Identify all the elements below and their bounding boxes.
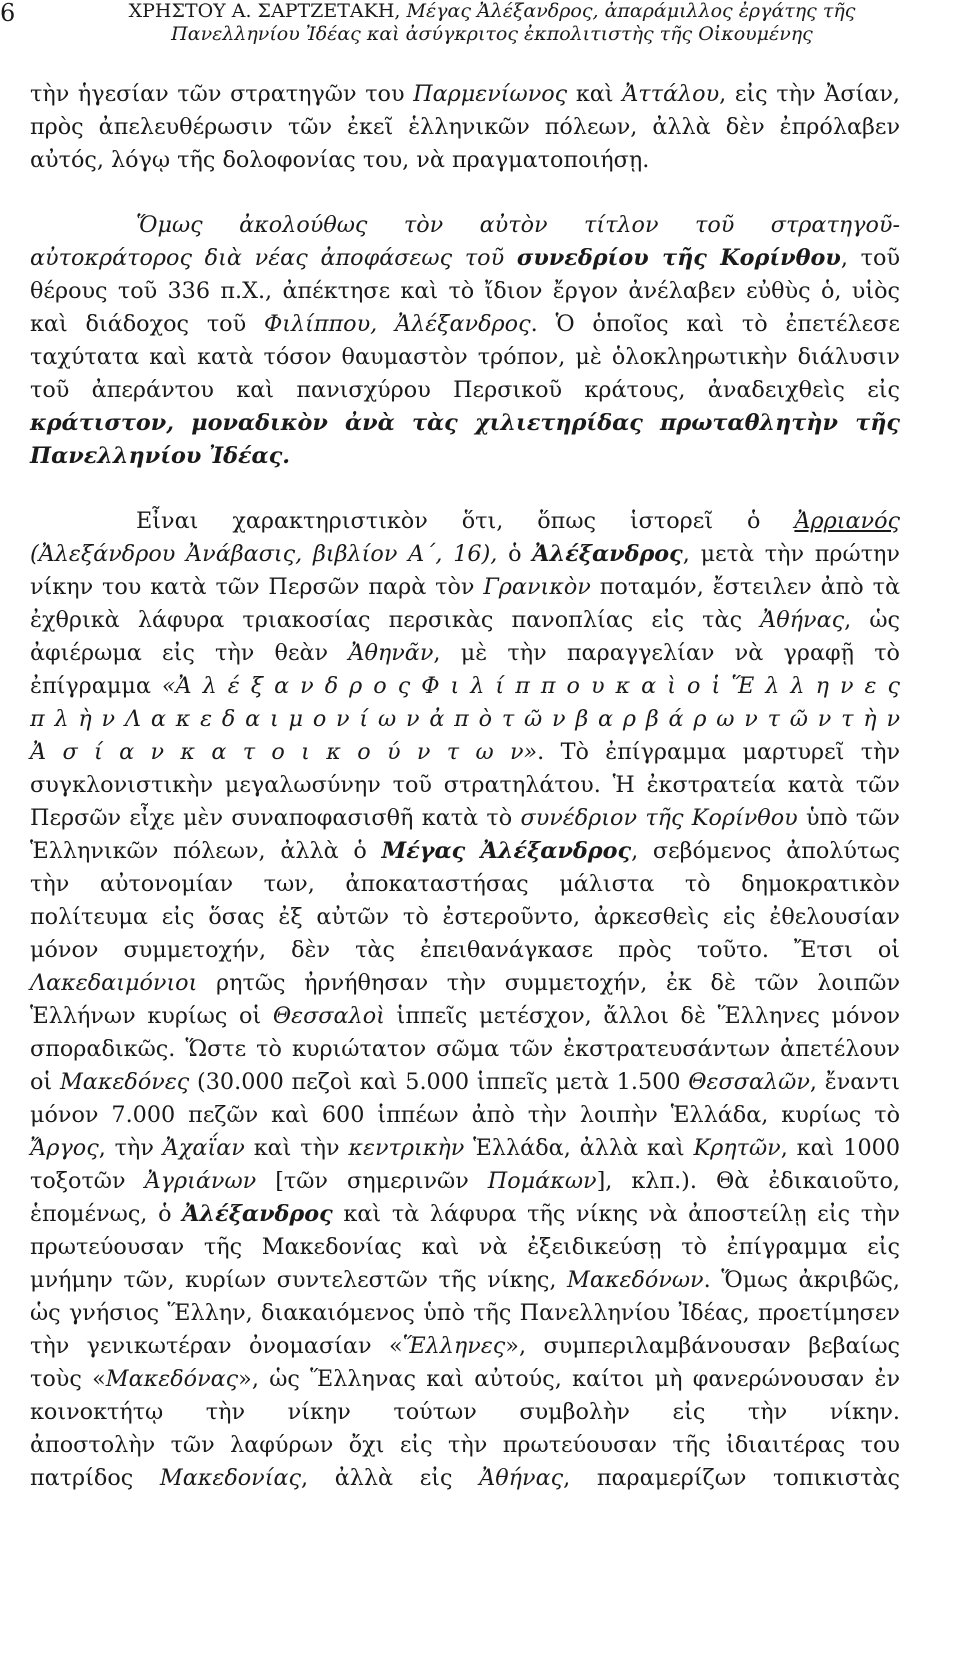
text-line: κράτιστον, μοναδικὸν ἀνὰ τὰς χιλιετηρίδας πρωταθλητὴν τῆς xyxy=(30,410,900,436)
book-title-part-2: Πανελληνίου Ἰδέας καὶ ἀσύγκριτος ἐκπολιτιστὴς τῆς Οἰκουμένης xyxy=(171,23,813,45)
text-line: τοῦ ἀπεράντου καὶ πανισχύρου Περσικοῦ κράτους, ἀναδειχθεὶς εἰς xyxy=(30,377,900,403)
text-line: πατρίδος Μακεδονίας, ἀλλὰ εἰς Ἀθήνας, παραμερίζων τοπικιστὰς xyxy=(30,1465,900,1491)
text-line: ἀποστολὴν τῶν λαφύρων ὄχι εἰς τὴν πρωτεύουσαν τῆς ἰδιαιτέρας του xyxy=(30,1432,900,1458)
text-line: Περσῶν εἶχε μὲν συναποφασισθῆ κατὰ τὸ συνέδριον τῆς Κορίνθου ὑπὸ τῶν xyxy=(30,805,900,831)
text-line: τοξοτῶν Ἀγριάνων [τῶν σημερινῶν Πομάκων], κλπ.). Θὰ ἐδικαιοῦτο, xyxy=(30,1168,901,1194)
text-line: ἐπίγραμμα «Ἀ λ έ ξ α ν δ ρ ο ς Φ ι λ ί π π ο υ κ α ὶ ο ἱ Ἕ λ λ η ν ε ς xyxy=(30,673,900,699)
text-line: σποραδικῶς. Ὥστε τὸ κυριώτατον σῶμα τῶν ἐκστρατευσάντων ἀπετέλουν xyxy=(30,1036,900,1062)
text-line: ἐχθρικὰ λάφυρα τριακοσίας περσικὰς πανοπλίας εἰς τὰς Ἀθήνας, ὡς xyxy=(30,607,900,633)
text-line: οἱ Μακεδόνες (30.000 πεζοὶ καὶ 5.000 ἱππεῖς μετὰ 1.500 Θεσσαλῶν, ἔναντι xyxy=(30,1069,900,1095)
arrian-link-text: Ἀρριανός xyxy=(794,508,900,534)
text-line: π λ ὴ ν Λ α κ ε δ α ι μ ο ν ί ω ν ἀ π ὸ τ ῶ ν β α ρ β ά ρ ω ν τ ῶ ν τ ὴ ν xyxy=(30,706,900,732)
running-head xyxy=(102,0,882,46)
text-line: Ἑλληνικῶν πόλεων, ἀλλὰ ὁ Μέγας Ἀλέξανδρος, σεβόμενος ἀπολύτως xyxy=(30,838,900,864)
text-line: αὐτοκράτορος διὰ νέας ἀποφάσεως τοῦ συνεδρίου τῆς Κορίνθου, τοῦ xyxy=(30,245,901,271)
text-line: Εἶναι χαρακτηριστικὸν ὅτι, ὅπως ἱστορεῖ ὁ Ἀρριανός xyxy=(136,508,900,534)
page-number: 6 xyxy=(0,0,16,27)
text-line: συγκλονιστικὴν μεγαλωσύνην τοῦ στρατηλάτου. Ἡ ἐκστρατεία κατὰ τῶν xyxy=(30,772,900,798)
body-text xyxy=(30,78,900,1495)
text-line: τὴν ἡγεσίαν τῶν στρατηγῶν του Παρμενίωνος καὶ Ἀττάλου, εἰς τὴν Ἀσίαν, xyxy=(30,81,900,107)
text-line: ἑπομένως, ὁ Ἀλέξανδρος καὶ τὰ λάφυρα τῆς νίκης νὰ ἀποστείλῃ εἰς τὴν xyxy=(30,1201,900,1227)
paragraph-2 xyxy=(30,209,900,473)
text-line: τὴν αὐτονομίαν των, ἀποκαταστήσας μάλιστα τὸ δημοκρατικὸν xyxy=(30,871,900,897)
text-line: Πανελληνίου Ἰδέας. xyxy=(30,443,291,469)
text-line: Ἄργος, τὴν Ἀχαΐαν καὶ τὴν κεντρικὴν Ἑλλάδα, ἀλλὰ καὶ Κρητῶν, καὶ 1000 xyxy=(30,1135,900,1161)
author-name: ΧΡΗΣΤΟΥ Α. ΣΑΡΤΖΕΤΑΚΗ, xyxy=(128,0,407,22)
paragraph-1 xyxy=(30,78,900,177)
paragraph-3 xyxy=(30,505,900,1495)
text-line: ἀφιέρωμα εἰς τὴν θεὰν Ἀθηνᾶν, μὲ τὴν παραγγελίαν νὰ γραφῇ τὸ xyxy=(30,640,900,666)
text-line: Ἑλλήνων κυρίως οἱ Θεσσαλοὶ ἱππεῖς μετέσχον, ἄλλοι δὲ Ἕλληνες μόνον xyxy=(30,1003,900,1029)
text-line: πολίτευμα εἰς ὅσας ἐξ αὐτῶν τὸ ἐστεροῦντο, ἀρκεσθεὶς εἰς ἐθελουσίαν xyxy=(30,904,900,930)
text-line: τὴν γενικωτέραν ὀνομασίαν «Ἕλληνες», συμπεριλαμβάνουσαν βεβαίως xyxy=(30,1333,900,1359)
text-line: μόνον 7.000 πεζῶν καὶ 600 ἱππέων ἀπὸ τὴν λοιπὴν Ἑλλάδα, κυρίως τὸ xyxy=(30,1102,900,1128)
text-line: αὐτός, λόγῳ τῆς δολοφονίας του, νὰ πραγματοποιήσῃ. xyxy=(30,147,650,173)
text-line: καὶ διάδοχος τοῦ Φιλίππου, Ἀλέξανδρος. Ὁ ὁποῖος καὶ τὸ ἐπετέλεσε xyxy=(30,311,900,337)
text-line: θέρους τοῦ 336 π.Χ., ἀπέκτησε καὶ τὸ ἴδιον ἔργον ἀνέλαβεν εὐθὺς ὁ, υἱὸς xyxy=(30,278,900,304)
text-line: (Ἀλεξάνδρου Ἀνάβασις, βιβλίον Α΄, 16), ὁ Ἀλέξανδρος, μετὰ τὴν πρώτην xyxy=(30,541,900,567)
text-line: κοινοκτήτῳ τὴν νίκην τούτων συμβολὴν εἰς τὴν νίκην. xyxy=(30,1399,900,1425)
text-line: νίκην του κατὰ τῶν Περσῶν παρὰ τὸν Γρανικὸν ποταμόν, ἔστειλεν ἀπὸ τὰ xyxy=(30,574,900,600)
text-line: Ἀ σ ί α ν κ α τ ο ι κ ο ύ ν τ ω ν». Τὸ ἐπίγραμμα μαρτυρεῖ τὴν xyxy=(30,739,901,765)
text-line: πρὸς ἀπελευθέρωσιν τῶν ἐκεῖ ἑλληνικῶν πόλεων, ἀλλὰ δὲν ἐπρόλαβεν xyxy=(30,114,900,140)
text-line: Λακεδαιμόνιοι ρητῶς ἠρνήθησαν τὴν συμμετοχήν, ἐκ δὲ τῶν λοιπῶν xyxy=(30,970,900,996)
text-line: μόνον συμμετοχήν, δὲν τὰς ἐπειθανάγκασε πρὸς τοῦτο. Ἔτσι οἱ xyxy=(30,937,900,963)
text-line: Ὅμως ἀκολούθως τὸν αὐτὸν τίτλον τοῦ στρατηγοῦ- xyxy=(136,212,900,238)
book-title-part-1: Μέγας Ἀλέξανδρος, ἀπαράμιλλος ἐργάτης τῆς xyxy=(406,0,856,22)
text-line: ὡς γνήσιος Ἕλλην, διακαιόμενος ὑπὸ τῆς Πανελληνίου Ἰδέας, προετίμησεν xyxy=(30,1300,900,1326)
text-line: μνήμην τῶν, κυρίων συντελεστῶν τῆς νίκης, Μακεδόνων. Ὅμως ἀκριβῶς, xyxy=(30,1267,900,1293)
text-line: πρωτεύουσαν τῆς Μακεδονίας καὶ νὰ ἐξειδικεύσῃ τὸ ἐπίγραμμα εἰς xyxy=(30,1234,900,1260)
text-line: ταχύτατα καὶ κατὰ τόσον θαυμαστὸν τρόπον, μὲ ὁλοκληρωτικὴν διάλυσιν xyxy=(30,344,900,370)
running-head-line-1 xyxy=(102,0,882,23)
text-line: τοὺς «Μακεδόνας», ὡς Ἕλληνας καὶ αὐτούς, καίτοι μὴ φανερώνουσαν ἐν xyxy=(30,1366,900,1392)
